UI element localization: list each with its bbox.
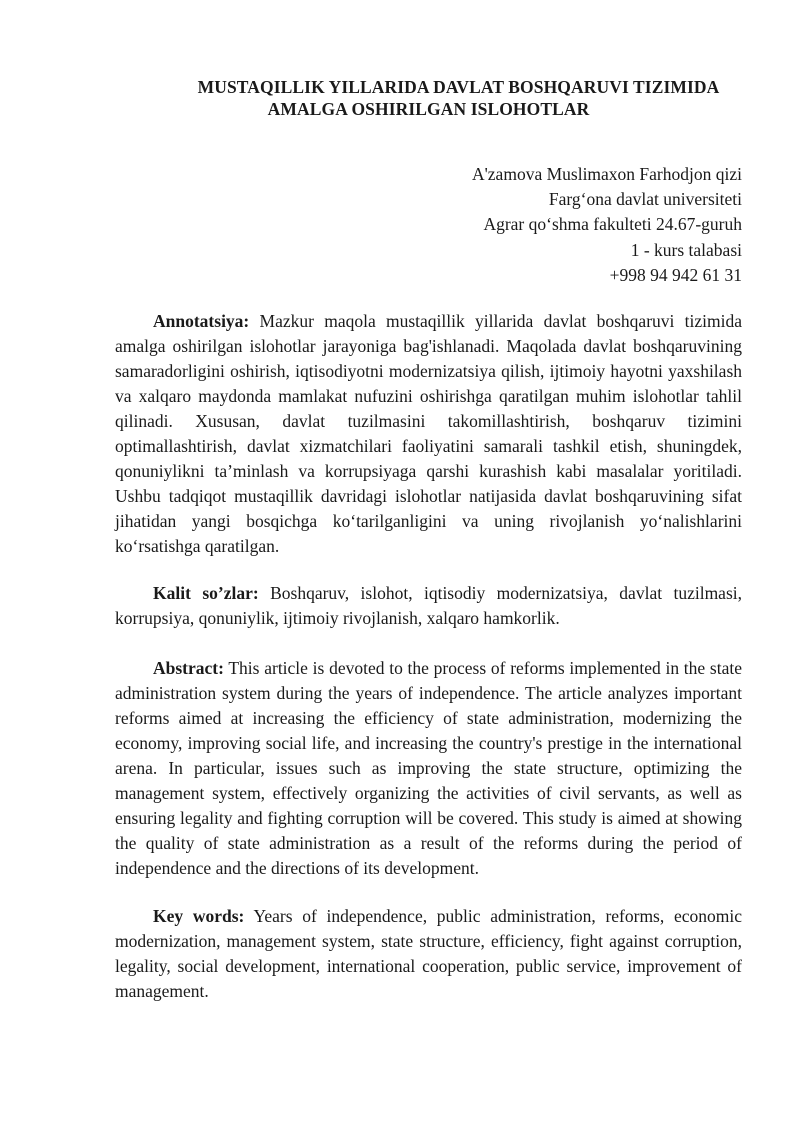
article-title-line-1: MUSTAQILLIK YILLARIDA DAVLAT BOSHQARUVI TIZIMIDA bbox=[197, 77, 720, 97]
article-title bbox=[115, 76, 742, 120]
author-faculty: Agrar qo‘shma fakulteti 24.67-guruh bbox=[483, 214, 742, 235]
annotation-label: Annotatsiya: bbox=[153, 311, 250, 331]
keywords-en-text: Years of independence, public administration, reforms, economic modernization, management system, state structure, efficiency, fight against corruption, legality, social development, international cooperation, public service, improvement of management. bbox=[115, 906, 742, 1001]
keywords-uz-text: Boshqaruv, islohot, iqtisodiy modernizatsiya, davlat tuzilmasi, korrupsiya, qonuniylik, ijtimoiy rivojlanish, xalqaro hamkorlik. bbox=[115, 583, 743, 628]
article-title-line-2: AMALGA OSHIRILGAN ISLOHOTLAR bbox=[267, 99, 590, 119]
author-university: Farg‘ona davlat universiteti bbox=[548, 189, 742, 210]
abstract-paragraph bbox=[115, 656, 742, 881]
keywords-en-label: Key words: bbox=[153, 906, 245, 926]
author-block bbox=[472, 162, 742, 288]
annotation-text: Mazkur maqola mustaqillik yillarida davlat boshqaruvi tizimida amalga oshirilgan islohotlar jarayoniga bag'ishlanadi. Maqolada davlat boshqaruvining samaradorligini oshirish, iqtisodiyotni modernizatsiya qilish, ijtimoiy hayotni yaxshilash va xalqaro maydonda mamlakat nufuzini oshirishga qaratilgan muhim islohotlar tahlil qilinadi. Xususan, davlat tuzilmasini takomillashtirish, boshqaruv tizimini optimallashtirish, davlat xizmatchilari faoliyatini samarali tashkil etish, shuningdek, qonuniylikni ta’minlash va korrupsiyaga qarshi kurashish kabi masalalar yoritiladi. Ushbu tadqiqot mustaqillik davridagi islohotlar natijasida davlat boshqaruvining sifat jihatidan yangi bosqichga ko‘tarilganligini va uning rivojlanish yo‘nalishlarini ko‘rsatishga qaratilgan. bbox=[115, 311, 742, 556]
author-name: A'zamova Muslimaxon Farhodjon qizi bbox=[472, 164, 742, 184]
keywords-uz-label: Kalit so’zlar: bbox=[153, 583, 259, 603]
abstract-text: This article is devoted to the process of reforms implemented in the state administration system during the years of independence. The article analyzes important reforms aimed at increasing the efficiency of state administration, modernizing the economy, improving social life, and increasing the country's prestige in the international arena. In particular, issues such as improving the state structure, optimizing the management system, effectively organizing the activities of civil servants, as well as ensuring legality and fighting corruption will be covered. This study is aimed at showing the quality of state administration as a result of the reforms during the period of independence and the directions of its development. bbox=[115, 658, 742, 878]
annotation-paragraph bbox=[115, 309, 742, 559]
keywords-en-paragraph bbox=[115, 904, 742, 1004]
author-course: 1 - kurs talabasi bbox=[630, 239, 742, 260]
author-phone: +998 94 942 61 31 bbox=[609, 264, 742, 285]
keywords-uz-paragraph bbox=[115, 581, 742, 631]
abstract-label: Abstract: bbox=[153, 658, 224, 678]
